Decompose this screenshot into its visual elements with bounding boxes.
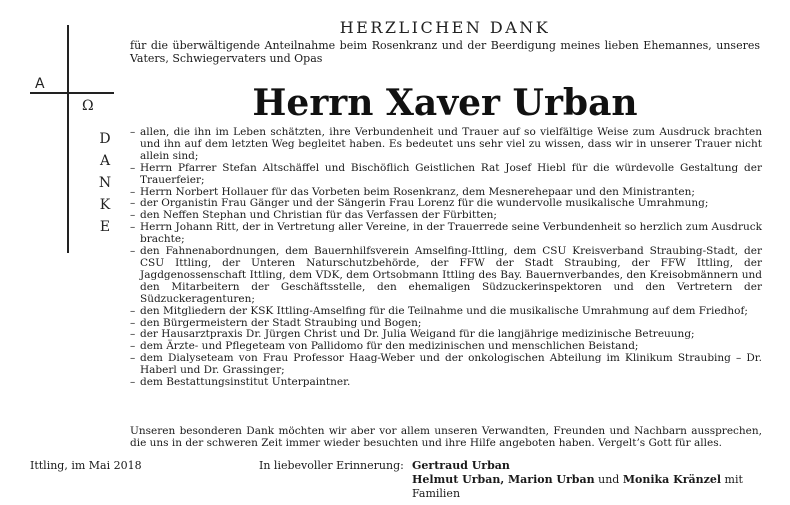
omega-symbol: Ω [82,98,94,114]
danke-letter: N [98,175,112,191]
thanks-item: – dem Ärzte- und Pflegeteam von Pallidomo für den medizinischen und menschlichen Beistand; [130,341,762,353]
thanks-item: – Herrn Norbert Hollauer für das Vorbeten beim Rosenkranz, dem Mesnerehepaar und den Ministranten; [130,187,762,199]
deceased-name: Herrn Xaver Urban [252,82,638,124]
place-date: Ittling, im Mai 2018 [30,459,142,472]
daughter-name: Monika Kränzel [622,473,722,486]
thanks-item: – den Neffen Stephan und Christian für das Verfassen der Fürbitten; [130,210,762,222]
thanks-item: – Herrn Johann Ritt, der in Vertretung aller Vereine, in der Trauerrede seine Verbundenheit so herzlich zum Ausdruck brachte; [130,222,762,246]
thanks-item: – den Mitgliedern der KSK Ittling-Amselfing für die Teilnahme und die musikalische Umrahmung auf dem Friedhof; [130,306,762,318]
families-text: mit Familien [412,473,743,500]
cross-vertical-bar [67,25,69,253]
signatories [412,459,790,501]
closing-text: Unseren besonderen Dank möchten wir aber vor allem unseren Verwandten, Freunden und Nachbarn aussprechen, die uns in der schweren Zeit immer wieder besuchten und ihre Hilfe angeboten haben. Vergelt’s Gott für alles. [130,425,762,450]
danke-letter: K [99,197,111,213]
thanks-item: – der Hausarztpraxis Dr. Jürgen Christ und Dr. Julia Weigand für die langjährige medizinische Betreuung; [130,329,762,341]
page-heading: HERZLICHEN DANK [339,18,551,37]
thanks-item: – den Fahnenabordnungen, dem Bauernhilfsverein Amselfing-Ittling, dem CSU Kreisverband Straubing-Stadt, der CSU Ittling, der Unteren Naturschutzbehörde, der FFW der Stadt Straubing, der FFW Ittling, der Jagdgenossenschaft Ittling, dem VDK, dem Ortsobmann Ittling des Bay. Bauernverbandes, den Kreisobmännern und den Mitarbeitern der Geschäftsstelle, den ehemaligen Südzuckerinspektoren und den Vertretern der Südzuckeragenturen; [130,246,762,306]
thanks-item: – den Bürgermeistern der Stadt Straubing und Bogen; [130,318,762,330]
and-word: und [598,473,620,486]
thanks-item: – dem Dialyseteam von Frau Professor Haag-Weber und der onkologischen Abteilung im Klinikum Straubing – Dr. Haberl und Dr. Grassinger; [130,353,762,377]
thanks-item: – allen, die ihn im Leben schätzten, ihre Verbundenheit und Trauer auf so vielfältige Weise zum Ausdruck brachten und ihn auf dem letzten Weg begleitet haben. Es bedeutet uns sehr viel zu wissen, dass wir in unserer Trauer nicht allein sind; [130,127,762,163]
danke-letter: A [99,153,111,169]
widow-name: Gertraud Urban [412,459,510,472]
children-names: Helmut Urban, Marion Urban [412,473,595,486]
danke-vertical-word [95,128,115,238]
memory-label: In liebevoller Erinnerung: [259,459,404,472]
danke-letter: E [99,219,111,235]
thanks-list [130,127,762,389]
cross-horizontal-bar [30,92,114,94]
thanks-item: – dem Bestattungsinstitut Unterpaintner. [130,377,762,389]
thanks-item: – der Organistin Frau Gänger und der Sängerin Frau Lorenz für die wundervolle musikalische Umrahmung; [130,198,762,210]
thanks-item: – Herrn Pfarrer Stefan Altschäffel und Bischöflich Geistlichen Rat Josef Hiebl für die würdevolle Gestaltung der Trauerfeier; [130,163,762,187]
alpha-symbol: A [35,76,45,92]
intro-text: für die überwältigende Anteilnahme beim Rosenkranz und der Beerdigung meines lieben Ehemannes, unseres Vaters, Schwiegervaters und Opas [130,39,760,65]
danke-letter: D [99,131,111,147]
